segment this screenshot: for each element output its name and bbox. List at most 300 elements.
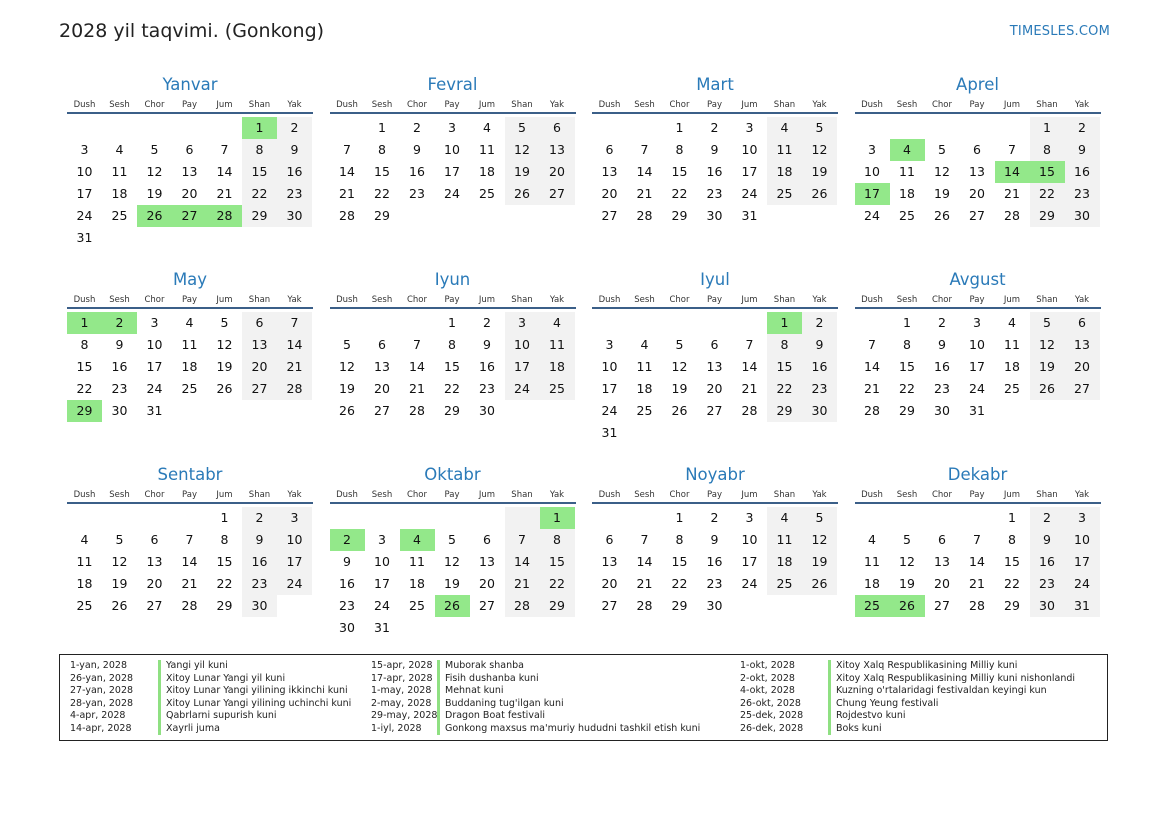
legend-item [70,673,351,686]
month-yanvar [67,74,313,269]
legend-marker [437,685,440,698]
day-cell: 5 [903,532,911,547]
empty-cell [505,507,540,529]
day-cell: 12 [216,337,233,352]
day-cell: 12 [899,554,915,569]
weekday-label: Jum [741,100,758,110]
day-grid [592,117,838,227]
day-cell: 10 [146,337,163,352]
day-cell: 23 [706,186,723,201]
day-cell: 9 [710,142,719,157]
weekday-label: Shan [1036,295,1058,305]
day-cell: 2 [1065,117,1100,139]
empty-cell [330,117,365,139]
day-cell: 21 [181,576,198,591]
day-cell: 15 [76,359,93,374]
empty-cell [995,117,1030,139]
day-cell: 10 [374,554,390,569]
day-cell: 9 [1030,529,1065,551]
empty-cell [207,227,242,249]
legend-marker [828,660,831,673]
day-cell: 6 [483,532,491,547]
day-cell: 6 [973,142,981,157]
weekday-label: Pay [969,100,985,110]
day-cell: 15 [216,554,233,569]
day-cell: 24 [374,598,390,613]
legend-date: 17-apr, 2028 [371,672,433,684]
day-cell: 6 [938,532,946,547]
day-cell: 4 [400,529,435,551]
weekday-label: Sesh [371,100,393,110]
weekday-label: Yak [549,295,565,305]
weekday-label: Yak [287,490,302,500]
weekday-label: Yak [812,490,827,500]
empty-cell [400,205,435,227]
day-cell: 4 [767,117,802,139]
day-cell: 30 [339,620,355,635]
day-cell: 20 [706,381,723,396]
day-cell: 4 [185,315,194,330]
day-cell: 27 [374,403,390,418]
day-cell: 5 [1030,312,1065,334]
day-cell: 29 [540,595,575,617]
weekday-label: Sesh [109,490,130,500]
month-aprel [855,74,1101,269]
day-cell: 12 [802,529,837,551]
day-cell: 22 [76,381,93,396]
day-cell: 27 [706,403,723,418]
day-grid [855,117,1101,227]
day-cell: 6 [605,142,614,157]
day-cell: 20 [1065,356,1100,378]
weekday-label: Jum [1003,490,1021,500]
day-cell: 29 [899,403,915,418]
day-cell: 26 [890,595,925,617]
legend-holiday-name: Qabrlarni supurish kuni [166,710,277,721]
day-cell: 3 [745,120,754,135]
day-cell: 11 [76,554,93,569]
day-cell: 24 [969,381,985,396]
empty-cell [960,117,995,139]
day-cell: 18 [76,576,93,591]
weekday-label: Dush [336,100,358,110]
day-cell: 12 [339,359,355,374]
weekday-label: Jum [1003,100,1021,110]
day-cell: 10 [864,164,880,179]
day-grid [330,507,576,639]
day-cell: 7 [277,312,312,334]
legend-marker [437,660,440,673]
day-cell: 12 [444,554,460,569]
site-link[interactable]: TIMESLES.COM [1009,24,1110,39]
weekday-label: Sesh [109,295,130,305]
day-grid [592,312,838,444]
day-cell: 15 [671,554,688,569]
legend-item [70,685,351,698]
day-cell: 6 [150,532,159,547]
day-cell: 25 [1004,381,1020,396]
weekday-header [592,98,838,114]
legend-marker [158,698,161,711]
legend-holiday-name: Xitoy Xalq Respublikasining Milliy kuni [836,660,1018,671]
day-cell: 17 [1065,551,1100,573]
weekday-header [67,293,313,309]
day-cell: 17 [146,359,163,374]
day-cell: 5 [938,142,946,157]
day-cell: 17 [601,381,618,396]
day-cell: 23 [706,576,723,591]
weekday-label: Dush [861,295,883,305]
day-cell: 6 [710,337,719,352]
day-cell: 4 [80,532,89,547]
day-cell: 29 [242,205,277,227]
day-cell: 22 [216,576,233,591]
day-cell: 23 [242,573,277,595]
day-cell: 14 [864,359,880,374]
day-cell: 27 [601,208,618,223]
day-cell: 24 [444,186,460,201]
month-title: Iyul [700,270,730,289]
day-cell: 30 [706,598,723,613]
day-grid [855,507,1101,617]
weekday-header [67,98,313,114]
legend-holiday-name: Boks kuni [836,722,882,734]
weekday-label: Shan [1036,100,1058,110]
empty-cell [925,117,960,139]
weekday-label: Shan [248,100,271,110]
empty-cell [802,595,837,617]
legend-holiday-name: Fisih dushanba kuni [445,672,539,684]
empty-cell [435,617,470,639]
day-cell: 22 [242,183,277,205]
day-cell: 16 [242,551,277,573]
legend-date: 25-dek, 2028 [740,710,804,721]
weekday-label: Yak [812,100,827,110]
legend-marker [158,710,161,723]
day-cell: 25 [479,186,495,201]
day-cell: 28 [741,403,758,418]
day-cell: 30 [242,595,277,617]
day-cell: 8 [1030,139,1065,161]
weekday-label: Sesh [634,490,655,500]
day-cell: 29 [767,400,802,422]
day-cell: 15 [374,164,390,179]
day-cell: 21 [864,381,880,396]
day-cell: 14 [339,164,355,179]
day-cell: 25 [855,595,890,617]
day-cell: 15 [1030,161,1065,183]
day-cell: 3 [378,532,386,547]
weekday-label: Jum [478,100,496,110]
weekday-header [330,98,576,114]
day-cell: 16 [1030,551,1065,573]
day-cell: 17 [855,183,890,205]
day-cell: 3 [868,142,876,157]
empty-cell [890,117,925,139]
empty-cell [627,422,662,444]
weekday-label: Yak [287,100,302,110]
legend-holiday-name: Chung Yeung festivali [836,697,939,709]
legend-holiday-name: Xayrli juma [166,722,220,734]
page-title: 2028 yil taqvimi. (Gonkong) [59,20,325,42]
day-cell: 20 [181,186,198,201]
day-cell: 8 [448,337,456,352]
empty-cell [277,400,312,422]
day-cell: 22 [671,576,688,591]
day-cell: 14 [995,161,1030,183]
empty-cell [855,507,890,529]
day-cell: 21 [636,186,653,201]
day-cell: 24 [601,403,618,418]
day-cell: 1 [903,315,911,330]
day-cell: 19 [899,576,915,591]
legend-marker [828,723,831,736]
empty-cell [242,400,277,422]
weekday-header [855,98,1101,114]
weekday-label: Yak [549,100,565,110]
day-cell: 13 [1065,334,1100,356]
day-cell: 18 [479,164,495,179]
weekday-label: Shan [773,490,796,500]
empty-cell [435,205,470,227]
day-cell: 27 [1065,378,1100,400]
legend-item [371,685,700,698]
day-cell: 1 [220,510,229,525]
weekday-label: Yak [812,295,827,305]
legend-holiday-name: Xitoy Xalq Respublikasining Milliy kuni nishonlandi [836,672,1076,684]
weekday-label: Jum [216,100,233,110]
day-cell: 24 [277,573,312,595]
day-cell: 23 [339,598,355,613]
day-cell: 28 [277,378,312,400]
month-avgust [855,269,1101,464]
day-cell: 15 [540,551,575,573]
weekday-label: Chor [144,490,165,500]
day-cell: 22 [444,381,460,396]
day-cell: 14 [409,359,425,374]
day-cell: 29 [444,403,460,418]
day-cell: 1 [378,120,386,135]
month-iyun [330,269,576,464]
legend-holiday-name: Mehnat kuni [445,685,504,696]
month-title: Noyabr [685,465,745,484]
day-cell: 4 [890,139,925,161]
day-cell: 27 [934,598,950,613]
day-cell: 22 [671,186,688,201]
day-cell: 13 [181,164,198,179]
weekday-label: Dush [73,100,96,110]
day-cell: 13 [374,359,390,374]
day-cell: 3 [277,507,312,529]
day-cell: 25 [767,573,802,595]
weekday-header [67,488,313,504]
legend-date: 2-may, 2028 [371,697,432,709]
legend-marker [828,710,831,723]
weekday-label: Jum [216,490,233,500]
day-cell: 18 [409,576,425,591]
day-cell: 13 [601,554,618,569]
legend-marker [437,710,440,723]
month-dekabr [855,464,1101,659]
day-cell: 22 [1004,576,1020,591]
day-cell: 8 [903,337,911,352]
day-grid [67,507,313,617]
months-grid [67,74,1101,659]
legend-date: 2-okt, 2028 [740,672,795,684]
day-cell: 7 [185,532,194,547]
day-cell: 14 [505,551,540,573]
day-cell: 31 [76,230,93,245]
empty-cell [627,117,662,139]
day-cell: 9 [115,337,124,352]
legend-marker [158,685,161,698]
empty-cell [767,205,802,227]
day-cell: 6 [185,142,194,157]
day-cell: 6 [605,532,614,547]
day-cell: 27 [479,598,495,613]
day-cell: 22 [374,186,390,201]
day-cell: 31 [969,403,985,418]
day-cell: 17 [505,356,540,378]
legend-item [740,710,1075,723]
empty-cell [277,227,312,249]
day-cell: 17 [741,554,758,569]
legend-marker [158,723,161,736]
day-cell: 23 [1030,573,1065,595]
empty-cell [627,507,662,529]
legend-marker [437,673,440,686]
day-cell: 22 [1030,183,1065,205]
day-cell: 25 [540,378,575,400]
day-cell: 12 [146,164,163,179]
month-fevral [330,74,576,269]
day-cell: 8 [675,142,684,157]
legend-item [70,710,351,723]
day-cell: 26 [505,183,540,205]
legend-item [740,698,1075,711]
day-cell: 4 [767,507,802,529]
day-cell: 21 [277,356,312,378]
day-cell: 11 [1004,337,1020,352]
day-cell: 31 [741,208,758,223]
day-cell: 25 [636,403,653,418]
day-cell: 23 [479,381,495,396]
day-cell: 1 [540,507,575,529]
day-cell: 30 [1065,205,1100,227]
legend-holiday-name: Xitoy Lunar Yangi yil kuni [166,672,286,684]
weekday-label: Dush [73,490,96,500]
day-cell: 2 [413,120,421,135]
day-cell: 5 [343,337,351,352]
weekday-label: Yak [1074,490,1090,500]
day-cell: 5 [115,532,124,547]
day-cell: 29 [671,208,688,223]
day-cell: 7 [640,532,649,547]
weekday-header [330,293,576,309]
empty-cell [592,117,627,139]
weekday-label: Pay [707,100,722,110]
day-cell: 25 [409,598,425,613]
day-cell: 21 [409,381,425,396]
month-title: Iyun [434,270,471,289]
day-cell: 19 [111,576,128,591]
day-grid [330,312,576,422]
day-cell: 10 [444,142,460,157]
day-cell: 14 [181,554,198,569]
day-cell: 26 [339,403,355,418]
day-cell: 10 [741,142,758,157]
day-cell: 20 [374,381,390,396]
legend-holiday-name: Xitoy Lunar Yangi yilining ikkinchi kuni [166,685,348,696]
day-cell: 29 [216,598,233,613]
legend-date: 27-yan, 2028 [70,685,134,696]
day-cell: 23 [802,378,837,400]
day-cell: 20 [601,186,618,201]
day-cell: 10 [277,529,312,551]
day-cell: 18 [111,186,128,201]
day-cell: 1 [767,312,802,334]
day-cell: 31 [1065,595,1100,617]
day-cell: 11 [636,359,653,374]
empty-cell [855,117,890,139]
day-cell: 1 [448,315,456,330]
weekday-label: Chor [144,295,165,305]
empty-cell [540,205,575,227]
day-cell: 11 [767,529,802,551]
day-cell: 10 [505,334,540,356]
empty-cell [505,617,540,639]
empty-cell [505,205,540,227]
day-cell: 19 [216,359,233,374]
day-cell: 4 [1008,315,1016,330]
day-cell: 19 [934,186,950,201]
day-cell: 18 [767,161,802,183]
day-cell: 4 [483,120,491,135]
empty-cell [995,400,1030,422]
day-cell: 4 [115,142,124,157]
day-cell: 19 [505,161,540,183]
day-cell: 29 [374,208,390,223]
day-cell: 18 [636,381,653,396]
day-cell: 16 [1065,161,1100,183]
day-cell: 21 [969,576,985,591]
day-cell: 4 [868,532,876,547]
day-cell: 14 [969,554,985,569]
weekday-label: Dush [861,100,883,110]
legend-column [70,660,351,735]
day-cell: 3 [505,312,540,334]
day-cell: 12 [934,164,950,179]
day-cell: 6 [378,337,386,352]
empty-cell [925,507,960,529]
day-cell: 7 [343,142,351,157]
empty-cell [540,400,575,422]
legend-holiday-name: Xitoy Lunar Yangi yilining uchinchi kuni [166,697,352,709]
day-cell: 31 [601,425,618,440]
weekday-label: Chor [669,490,690,500]
day-cell: 20 [934,576,950,591]
empty-cell [102,507,137,529]
day-cell: 23 [934,381,950,396]
month-title: Fevral [427,75,478,94]
day-cell: 13 [934,554,950,569]
day-cell: 26 [435,595,470,617]
day-cell: 13 [540,139,575,161]
day-cell: 5 [220,315,229,330]
day-cell: 20 [969,186,985,201]
day-cell: 31 [146,403,163,418]
empty-cell [592,507,627,529]
